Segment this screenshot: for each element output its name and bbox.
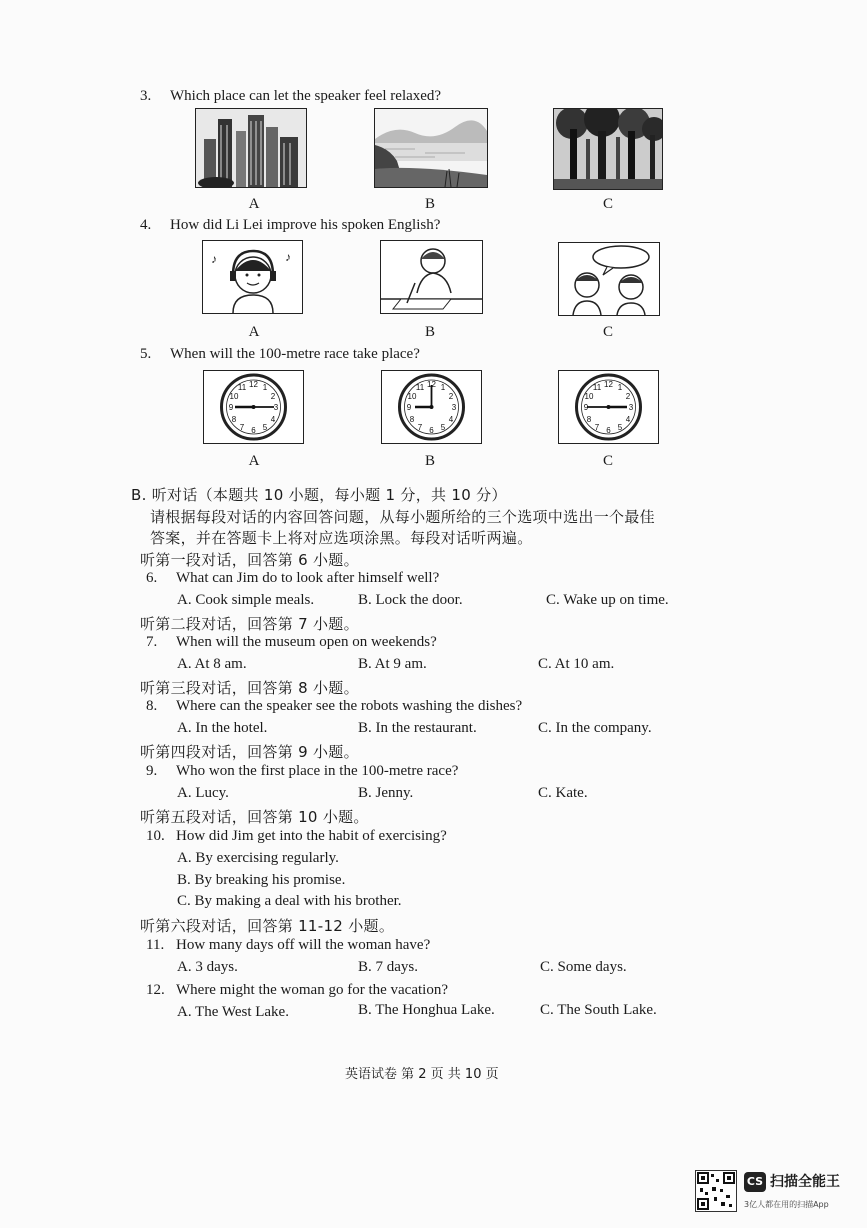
city-skyline-icon [195,108,307,188]
dialogue-6-heading: 听第六段对话，回答第 11-12 小题。 [140,917,395,935]
option-letter-b: B [424,324,435,340]
svg-text:6: 6 [251,426,256,435]
page-footer: 英语试卷 第 2 页 共 10 页 [345,1067,499,1082]
question-5: 5. When will the 100-metre race take place? [140,346,420,362]
dialogue-4-heading: 听第四段对话，回答第 9 小题。 [140,743,359,761]
q7-option-a: A. At 8 am. [177,656,247,672]
option-letter-a: A [248,324,260,340]
qr-code-icon [695,1170,737,1212]
q11-option-c: C. Some days. [540,959,627,975]
svg-text:10: 10 [584,392,594,401]
question-8: 8. Where can the speaker see the robots washing the dishes? [146,698,523,714]
question-11: 11. How many days off will the woman have? [146,937,431,953]
svg-text:7: 7 [594,423,600,432]
svg-text:3: 3 [273,403,279,412]
svg-text:8: 8 [409,415,415,424]
forest-icon [553,108,663,190]
q12-option-c: C. The South Lake. [540,1002,657,1018]
q8-option-b: B. In the restaurant. [358,720,477,736]
question-6: 6. What can Jim do to look after himself well? [146,570,440,586]
option-letter-c: C [602,196,613,212]
option-letter-a: A [248,196,260,212]
option-letter-c: C [602,324,613,340]
svg-text:11: 11 [592,383,602,392]
svg-text:4: 4 [448,415,454,424]
option-letter-c: C [602,453,613,469]
q9-option-c: C. Kate. [538,785,588,801]
svg-text:11: 11 [237,383,247,392]
section-b-instruction-line-2: 答案，并在答题卡上将对应选项涂黑。每段对话听两遍。 [150,529,533,547]
svg-text:9: 9 [228,403,234,412]
camscanner-logo-icon: CS [744,1172,766,1192]
svg-text:8: 8 [231,415,237,424]
q10-option-b: B. By breaking his promise. [177,872,346,888]
option-letter-b: B [424,453,435,469]
svg-text:♪: ♪ [211,252,217,266]
scanner-brand-slogan: 3亿人都在用的扫描App [744,1200,829,1209]
q12-option-b: B. The Honghua Lake. [358,1002,495,1018]
q11-option-b: B. 7 days. [358,959,418,975]
q12-option-a: A. The West Lake. [177,1004,289,1020]
q9-option-a: A. Lucy. [177,785,229,801]
question-3: 3. Which place can let the speaker feel relaxed? [140,88,442,104]
svg-text:4: 4 [270,415,276,424]
dialogue-3-heading: 听第三段对话，回答第 8 小题。 [140,679,359,697]
option-letter-b: B [424,196,435,212]
svg-text:5: 5 [617,423,623,432]
svg-text:3: 3 [451,403,457,412]
clock-9-15-icon [203,370,304,444]
dialogue-5-heading: 听第五段对话，回答第 10 小题。 [140,808,369,826]
svg-text:6: 6 [429,426,434,435]
scanner-brand-name: 扫描全能王 [770,1174,840,1190]
svg-text:12: 12 [604,380,613,389]
q6-option-b: B. Lock the door. [358,592,463,608]
svg-text:2: 2 [448,392,454,401]
clock-2-45-icon [558,370,659,444]
dialogue-2-heading: 听第二段对话，回答第 7 小题。 [140,615,359,633]
svg-text:10: 10 [407,392,417,401]
section-b-title: B. 听对话（本题共 10 小题，每小题 1 分，共 10 分） [131,486,507,504]
svg-text:9: 9 [406,403,412,412]
lake-landscape-icon [374,108,488,188]
boy-writing-icon [380,240,483,314]
question-10: 10. How did Jim get into the habit of exercising? [146,828,447,844]
question-4: 4. How did Li Lei improve his spoken English? [140,217,441,233]
svg-text:12: 12 [249,380,258,389]
svg-text:5: 5 [440,423,446,432]
q10-option-a: A. By exercising regularly. [177,850,339,866]
q8-option-c: C. In the company. [538,720,652,736]
q7-option-b: B. At 9 am. [358,656,427,672]
svg-text:11: 11 [415,383,425,392]
svg-text:4: 4 [625,415,631,424]
svg-text:10: 10 [229,392,239,401]
svg-text:8: 8 [586,415,592,424]
svg-text:7: 7 [417,423,423,432]
svg-text:1: 1 [262,383,268,392]
svg-text:2: 2 [625,392,631,401]
q11-option-a: A. 3 days. [177,959,238,975]
option-letter-a: A [248,453,260,469]
q6-option-c: C. Wake up on time. [546,592,669,608]
question-9: 9. Who won the first place in the 100-metre race? [146,763,459,779]
svg-text:♪: ♪ [285,250,291,264]
clock-9-00-icon [381,370,482,444]
q8-option-a: A. In the hotel. [177,720,268,736]
q6-option-a: A. Cook simple meals. [177,592,315,608]
boy-with-headphones-icon [202,240,303,314]
svg-text:2: 2 [270,392,276,401]
q10-option-c: C. By making a deal with his brother. [177,893,402,909]
svg-text:1: 1 [617,383,623,392]
svg-text:12: 12 [427,380,436,389]
svg-text:3: 3 [628,403,634,412]
dialogue-1-heading: 听第一段对话，回答第 6 小题。 [140,551,359,569]
q9-option-b: B. Jenny. [358,785,414,801]
svg-text:5: 5 [262,423,268,432]
svg-text:9: 9 [583,403,589,412]
two-boys-talking-icon [558,242,660,316]
section-b-instruction-line-1: 请根据每段对话的内容回答问题，从每小题所给的三个选项中选出一个最佳 [150,508,655,526]
svg-text:7: 7 [239,423,245,432]
question-7: 7. When will the museum open on weekends? [146,634,437,650]
svg-text:1: 1 [440,383,446,392]
svg-text:6: 6 [606,426,611,435]
question-12: 12. Where might the woman go for the vacation? [146,982,448,998]
q7-option-c: C. At 10 am. [538,656,615,672]
